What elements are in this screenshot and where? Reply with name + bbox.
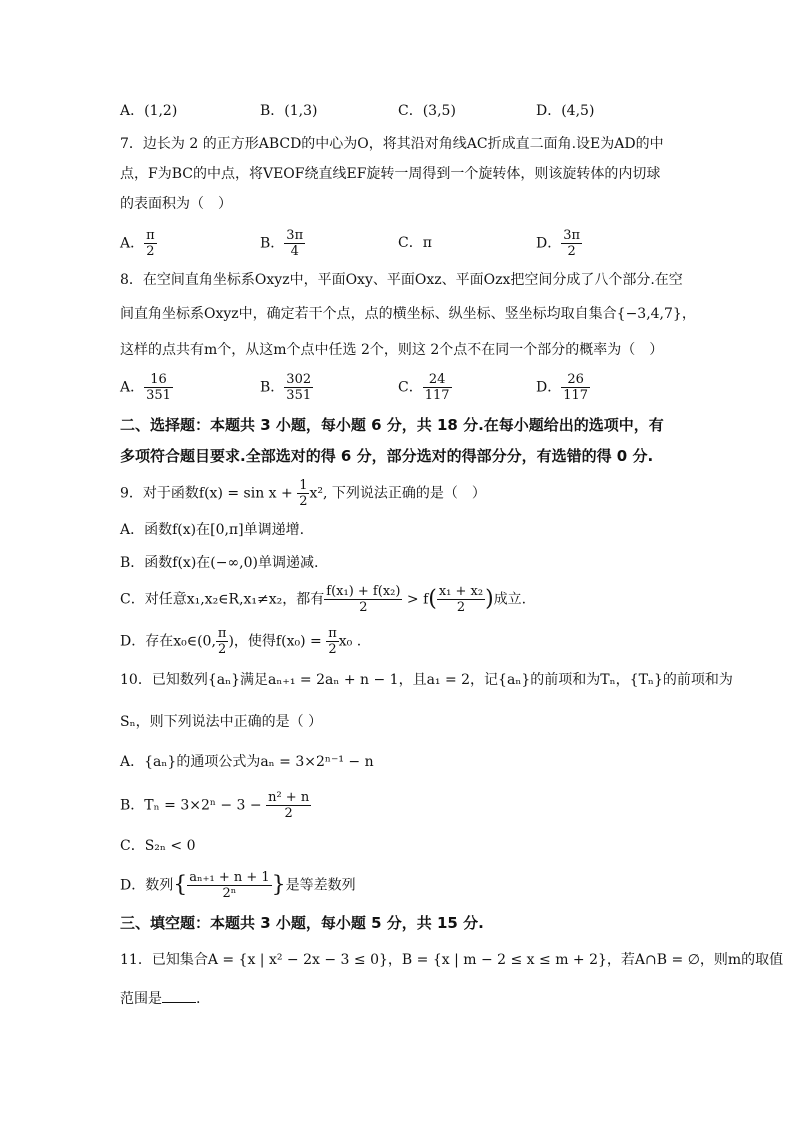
- q6-option-b: B．(1,3): [260, 103, 318, 119]
- q8-line-1: 8．在空间直角坐标系Oxyz中，平面Oxy、平面Oxz、平面Ozx把空间分成了八个部分.在空: [120, 272, 683, 288]
- q9-option-b: B．函数f(x)在(−∞,0)单调递减.: [120, 555, 319, 571]
- q10-option-d: D．数列{ $\frac{\text{aₙ₊₁ + n + 1}}{\text{2ⁿ}}$ }是等差数列: [120, 870, 356, 901]
- q9-stem: 9．对于函数f(x) = sin x + $\frac{1}{2}$ x², 下列说法正确的是（ ）: [120, 478, 486, 509]
- q11-line-2: 范围是 .: [120, 988, 200, 1009]
- q6-option-d: D．(4,5): [536, 103, 595, 119]
- q7-option-c: C．π: [398, 235, 432, 251]
- q7-option-a: A． $\frac{\pi}{2}$: [120, 228, 155, 259]
- q7-option-b: B． $\frac{3\pi}{4}$: [260, 228, 304, 259]
- q8-line-2: 间直角坐标系Oxyz中，确定若干个点，点的横坐标、纵坐标、竖坐标均取自集合{−3,4,7}，: [120, 306, 696, 322]
- q7-option-d: D． $\frac{3\pi}{2}$: [536, 228, 581, 259]
- q11-line-1: 11．已知集合A = {x | x² − 2x − 3 ≤ 0}，B = {x | m − 2 ≤ x ≤ m + 2}，若A∩B = ∅，则m的取值: [120, 952, 784, 968]
- q10-option-b: B．Tₙ = 3×2ⁿ − 3 − $\frac{\text{n² + n}}{2}$: [120, 790, 310, 821]
- q8-option-c: C． $\frac{24}{117}$: [398, 372, 450, 403]
- answer-blank[interactable]: [162, 988, 196, 1003]
- q9-option-a: A．函数f(x)在[0,π]单调递增.: [120, 522, 305, 538]
- q10-option-a: A．{aₙ}的通项公式为aₙ = 3×2ⁿ⁻¹ − n: [120, 754, 374, 770]
- q9-option-d: D．存在x₀∈(0, $\frac{\pi}{2}$ )，使得f(x₀) = $\frac{\pi}{2}$ x₀ .: [120, 626, 362, 657]
- q7-line-2: 点，F为BC的中点，将VEOF绕直线EF旋转一周得到一个旋转体，则该旋转体的内切球: [120, 166, 661, 182]
- q6-option-c: C．(3,5): [398, 103, 456, 119]
- q8-line-3: 这样的点共有m个，从这m个点中任选 2个，则这 2个点不在同一个部分的概率为（ ）: [120, 342, 664, 358]
- q8-option-a: A． $\frac{16}{351}$: [120, 372, 171, 403]
- q8-option-d: D． $\frac{26}{117}$: [536, 372, 589, 403]
- q7-line-1: 7．边长为 2 的正方形ABCD的中心为O，将其沿对角线AC折成直二面角.设E为AD的中: [120, 136, 664, 152]
- section-2-heading-line-2: 多项符合题目要求.全部选对的得 6 分，部分选对的得部分分，有选错的得 0 分.: [120, 447, 654, 465]
- q10-option-c: C．S₂ₙ < 0: [120, 838, 196, 854]
- q10-line-2: Sₙ，则下列说法中正确的是（ ）: [120, 714, 323, 730]
- q6-option-a: A．(1,2): [120, 103, 178, 119]
- q10-line-1: 10．已知数列{aₙ}满足aₙ₊₁ = 2aₙ + n − 1，且a₁ = 2，记{aₙ}的前项和为Tₙ，{Tₙ}的前项和为: [120, 672, 733, 688]
- section-2-heading-line-1: 二、选择题：本题共 3 小题，每小题 6 分，共 18 分.在每小题给出的选项中，有: [120, 416, 664, 434]
- q9-option-c: C．对任意x₁,x₂∈R,x₁≠x₂，都有 $\frac{\text{f(x₁) + f(x₂)}}{2}$ > f( $\frac{\text{x₁ + x₂}}{2}$ )成立.: [120, 584, 527, 615]
- q8-option-b: B． $\frac{302}{351}$: [260, 372, 312, 403]
- section-3-heading: 三、填空题：本题共 3 小题，每小题 5 分，共 15 分.: [120, 914, 484, 932]
- q7-line-3: 的表面积为（ ）: [120, 196, 232, 212]
